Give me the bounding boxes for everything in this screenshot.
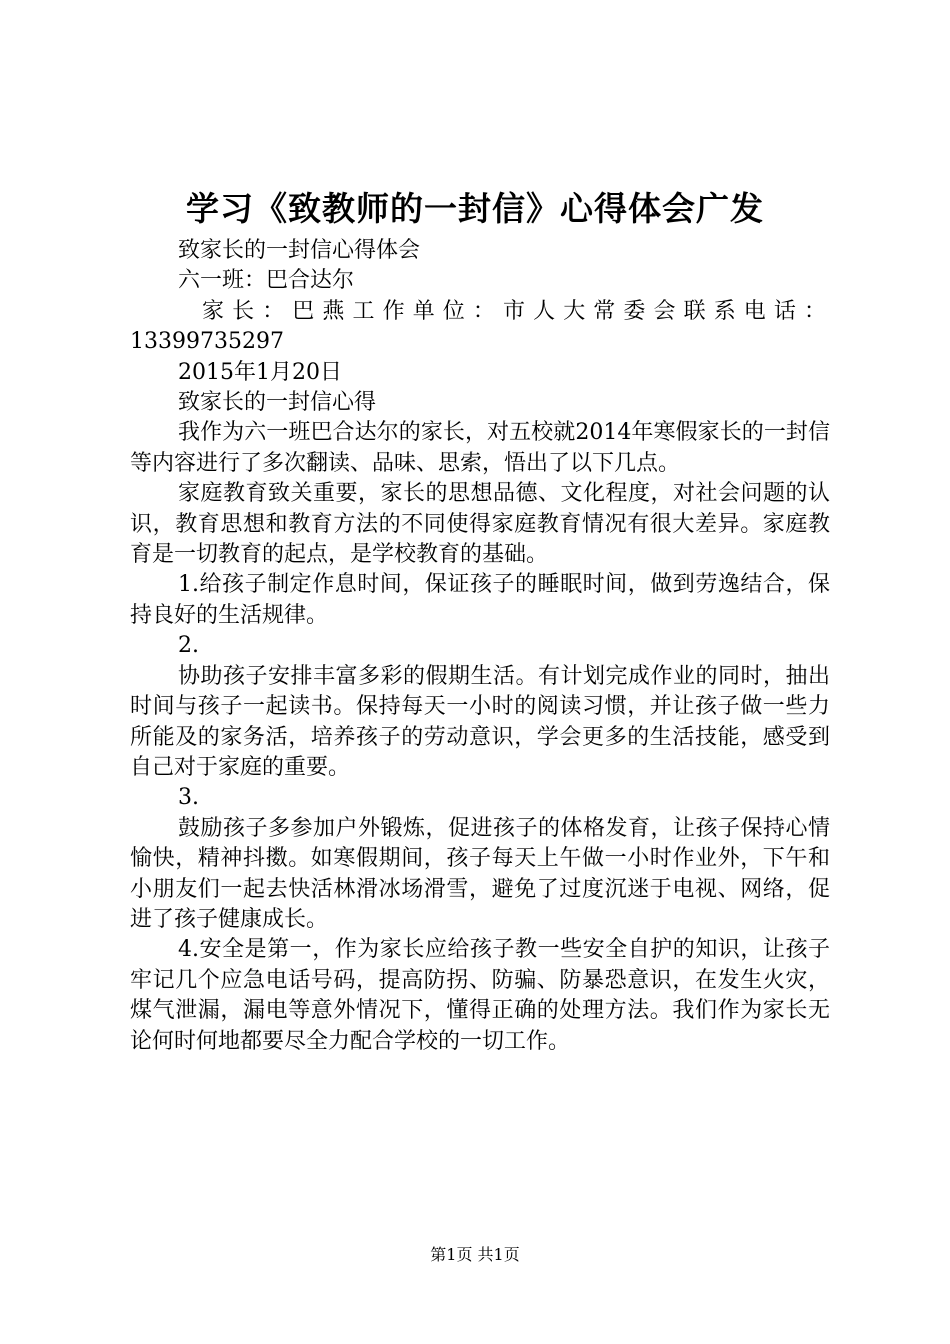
paragraph-point-3: 鼓励孩子多参加户外锻炼，促进孩子的体格发育，让孩子保持心情愉快，精神抖擞。如寒假期间，孩子每天上午做一小时作业外，下午和小朋友们一起去快活林滑冰场滑雪，避免了过度沉迷于电视、网络，促进了孩子健康成长。 bbox=[130, 815, 830, 932]
paragraph-point-1: 1.给孩子制定作息时间，保证孩子的睡眠时间，做到劳逸结合，保持良好的生活规律。 bbox=[130, 572, 830, 628]
page-footer: 第1页 共1页 bbox=[430, 1245, 520, 1264]
paragraph-parent-info: 家长：巴燕工作单位：市人大常委会联系电话： bbox=[202, 298, 830, 324]
paragraph-family-education: 家庭教育致关重要，家长的思想品德、文化程度，对社会问题的认识，教育思想和教育方法的不同使得家庭教育情况有很大差异。家庭教育是一切教育的起点，是学校教育的基础。 bbox=[130, 481, 830, 568]
paragraph-intro: 我作为六一班巴合达尔的家长，对五校就2014年寒假家长的一封信等内容进行了多次翻读、品味、思索，悟出了以下几点。 bbox=[130, 420, 830, 476]
document-title: 学习《致教师的一封信》心得体会广发 bbox=[186, 189, 764, 228]
paragraph-point-3-number: 3. bbox=[178, 785, 199, 811]
paragraph-heading: 致家长的一封信心得 bbox=[178, 390, 377, 416]
paragraph-date: 2015年1月20日 bbox=[178, 359, 342, 385]
document-body bbox=[130, 236, 830, 1057]
paragraph-point-2: 协助孩子安排丰富多彩的假期生活。有计划完成作业的同时，抽出时间与孩子一起读书。保持每天一小时的阅读习惯，并让孩子做一些力所能及的家务活，培养孩子的劳动意识，学会更多的生活技能，感受到自己对于家庭的重要。 bbox=[130, 663, 830, 780]
paragraph-point-2-number: 2. bbox=[178, 633, 199, 659]
paragraph-subtitle: 致家长的一封信心得体会 bbox=[178, 238, 421, 263]
paragraph-class-student: 六一班：巴合达尔 bbox=[178, 268, 355, 294]
paragraph-point-4: 4.安全是第一，作为家长应给孩子教一些安全自护的知识，让孩子牢记几个应急电话号码，提高防拐、防骗、防暴恐意识，在发生火灾，煤气泄漏，漏电等意外情况下，懂得正确的处理方法。我们作为家长无论何时何地都要尽全力配合学校的一切工作。 bbox=[130, 937, 830, 1054]
paragraph-phone-number: 13399735297 bbox=[130, 329, 284, 355]
